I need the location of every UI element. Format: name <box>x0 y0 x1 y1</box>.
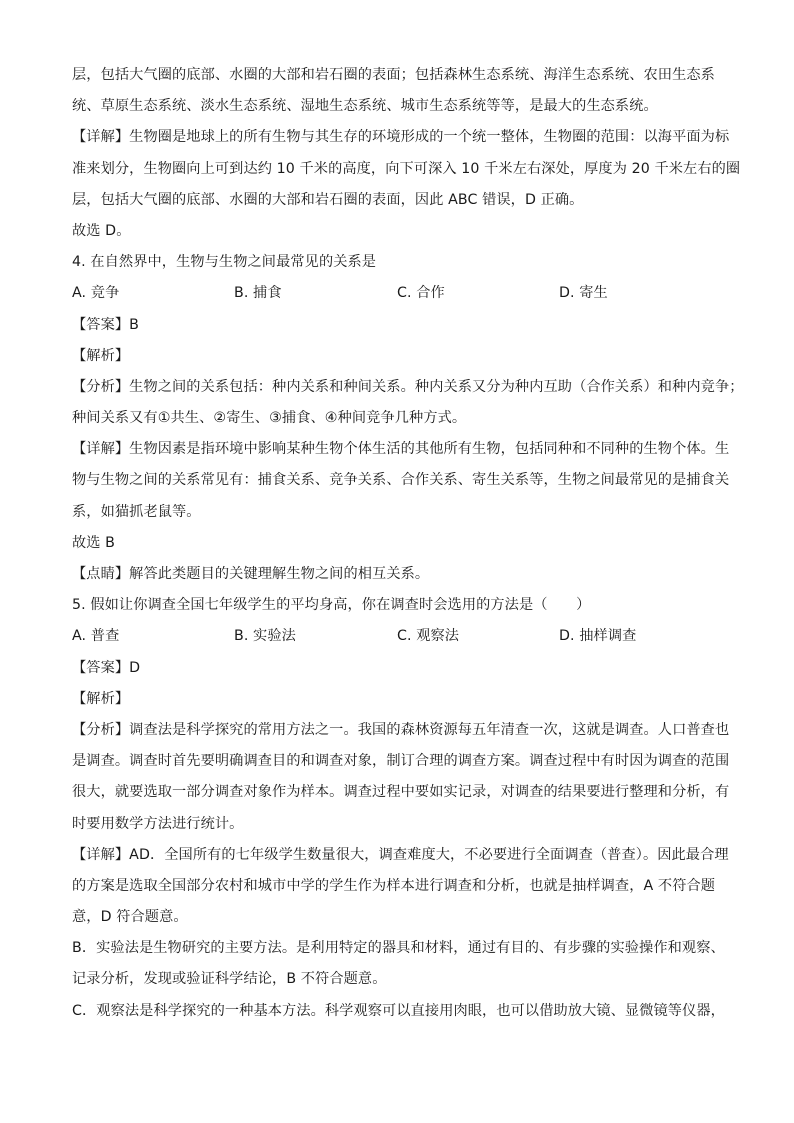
text-line: 【分析】调查法是科学探究的常用方法之一。我国的森林资源每五年清查一次，这就是调查。人口普查也 <box>72 721 730 738</box>
question-5-option-a: A. 普查 <box>72 628 120 645</box>
text-line: 物与生物之间的关系常见有：捕食关系、竞争关系、合作关系、寄生关系等，生物之间最常见的是捕食关 <box>72 472 730 489</box>
answer-label: 【答案】B <box>72 316 139 333</box>
text-line: 层，包括大气圈的底部、水圈的大部和岩石圈的表面；包括森林生态系统、海洋生态系统、农田生态系 <box>72 67 715 83</box>
text-line: 统、草原生态系统、淡水生态系统、湿地生态系统、城市生态系统等等，是最大的生态系统。 <box>72 98 658 115</box>
text-line: 种间关系又有①共生、②寄生、③捕食、④种间竞争几种方式。 <box>72 410 467 427</box>
question-4-options <box>72 278 724 309</box>
question-4-option-c: C. 合作 <box>397 285 445 302</box>
text-line: 时要用数学方法进行统计。 <box>72 815 244 832</box>
tip-line: 【点睛】解答此类题目的关键理解生物之间的相互关系。 <box>72 566 430 582</box>
text-line: 【详解】AD．全国所有的七年级学生数量很大，调查难度大，不必要进行全面调查（普查）。因此最合理 <box>72 846 729 863</box>
question-5-options <box>72 621 724 652</box>
answer-choice-line: 故选 B <box>72 534 116 551</box>
document-body <box>72 60 744 1027</box>
text-line: 系，如猫抓老鼠等。 <box>72 503 201 520</box>
text-line: 层，包括大气圈的底部、水圈的大部和岩石圈的表面，因此 ABC 错误，D 正确。 <box>72 191 584 208</box>
answer-choice-line: 故选 D。 <box>72 222 131 239</box>
question-5-option-b: B. 实验法 <box>234 628 296 645</box>
text-line: 很大，就要选取一部分调查对象作为样本。调查过程中要如实记录，对调查的结果要进行整理和分析，有 <box>72 784 730 801</box>
text-line: 意，D 符合题意。 <box>72 909 188 926</box>
question-4-option-b: B. 捕食 <box>234 285 282 302</box>
analysis-label: 【解析】 <box>72 690 130 707</box>
text-line: 【分析】生物之间的关系包括：种内关系和种间关系。种内关系又分为种内互助（合作关系）和种内竞争； <box>72 378 744 395</box>
text-line: B．实验法是生物研究的主要方法。是利用特定的器具和材料，通过有目的、有步骤的实验操作和观察、 <box>72 940 725 957</box>
text-line: 【详解】生物圈是地球上的所有生物与其生存的环境形成的一个统一整体，生物圈的范围：以海平面为标 <box>72 129 730 146</box>
question-4-stem: 4. 在自然界中，生物与生物之间最常见的关系是 <box>72 254 377 271</box>
text-line: C．观察法是科学探究的一种基本方法。科学观察可以直接用肉眼，也可以借助放大镜、显微镜等仪器， <box>72 1002 725 1019</box>
text-line: 记录分析，发现或验证科学结论，B 不符合题意。 <box>72 971 387 988</box>
text-line: 【详解】生物因素是指环境中影响某种生物个体生活的其他所有生物，包括同种和不同种的生物个体。生 <box>72 441 730 458</box>
text-line: 的方案是选取全国部分农村和城市中学的学生作为样本进行调查和分析，也就是抽样调查，A 不符合题 <box>72 877 716 894</box>
analysis-label: 【解析】 <box>72 347 130 364</box>
answer-label: 【答案】D <box>72 659 141 676</box>
question-4-option-d: D. 寄生 <box>559 285 608 302</box>
question-4-option-a: A. 竞争 <box>72 285 120 302</box>
question-5-option-c: C. 观察法 <box>397 628 460 645</box>
text-line: 是调查。调查时首先要明确调查目的和调查对象，制订合理的调查方案。调查过程中有时因为调查的范围 <box>72 753 730 770</box>
text-line: 准来划分，生物圈向上可到达约 10 千米的高度，向下可深入 10 千米左右深处，厚度为 20 千米左右的圈 <box>72 160 741 177</box>
question-5-stem: 5. 假如让你调查全国七年级学生的平均身高，你在调查时会选用的方法是（ ） <box>72 597 591 614</box>
question-5-option-d: D. 抽样调查 <box>559 628 637 645</box>
